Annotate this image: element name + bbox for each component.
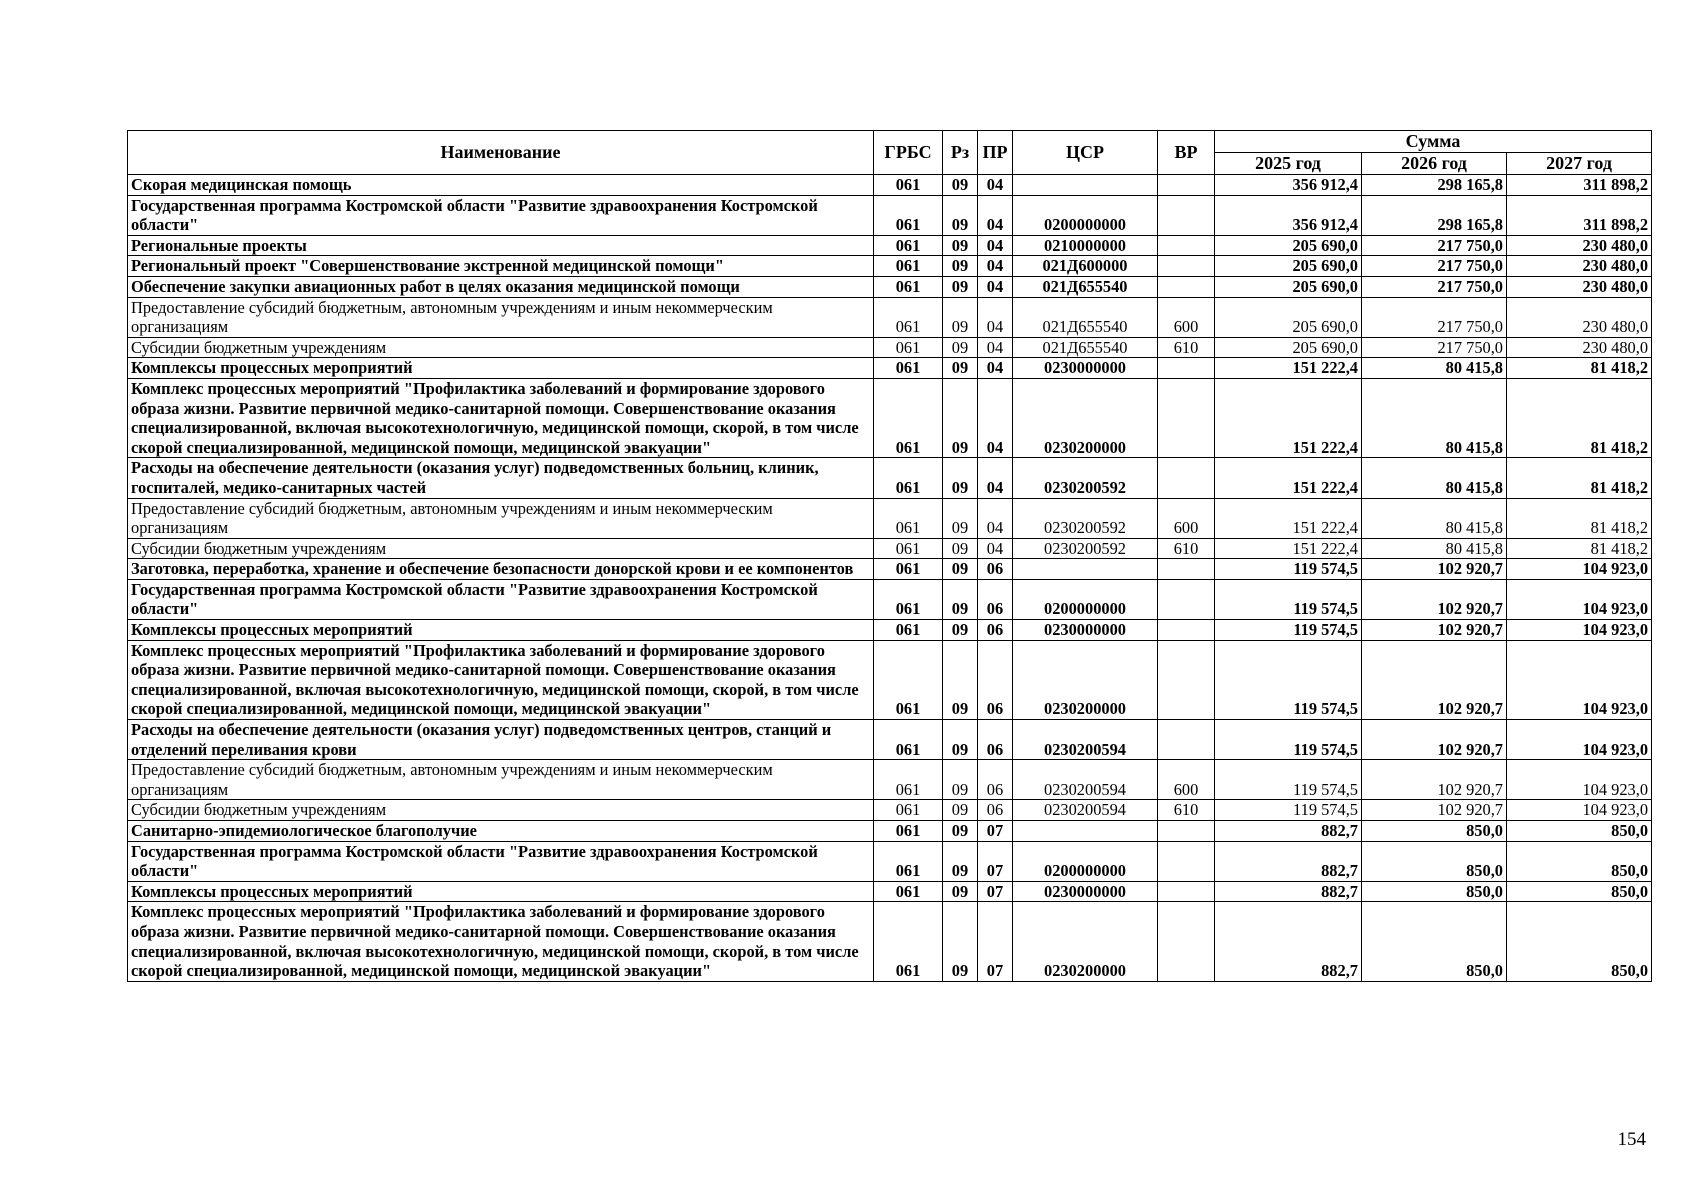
- cell-pr: 04: [978, 175, 1013, 196]
- table-row: [128, 620, 1652, 641]
- cell-grbs: 061: [874, 378, 943, 457]
- table-row: [128, 337, 1652, 358]
- header-name: Наименование: [128, 131, 874, 175]
- cell-grbs: 061: [874, 640, 943, 719]
- cell-name: Санитарно-эпидемиологическое благополучие: [128, 821, 874, 842]
- cell-csr: 0200000000: [1013, 195, 1158, 235]
- cell-vr: [1158, 640, 1215, 719]
- cell-vr: [1158, 195, 1215, 235]
- cell-sum-2026: 80 415,8: [1362, 378, 1507, 457]
- cell-sum-2025: 151 222,4: [1215, 358, 1362, 379]
- cell-csr: 0230200592: [1013, 498, 1158, 538]
- cell-pr: 04: [978, 538, 1013, 559]
- cell-pr: 07: [978, 881, 1013, 902]
- cell-sum-2025: 882,7: [1215, 841, 1362, 881]
- cell-csr: 0230200000: [1013, 640, 1158, 719]
- cell-rz: 09: [943, 720, 978, 760]
- table-row: [128, 821, 1652, 842]
- cell-grbs: 061: [874, 276, 943, 297]
- cell-rz: 09: [943, 256, 978, 277]
- cell-pr: 07: [978, 821, 1013, 842]
- table-row: [128, 760, 1652, 800]
- cell-sum-2025: 882,7: [1215, 881, 1362, 902]
- cell-vr: 610: [1158, 800, 1215, 821]
- cell-rz: 09: [943, 579, 978, 619]
- cell-csr: 0230200000: [1013, 902, 1158, 981]
- cell-csr: 0230200592: [1013, 458, 1158, 498]
- cell-rz: 09: [943, 458, 978, 498]
- cell-rz: 09: [943, 760, 978, 800]
- table-row: [128, 720, 1652, 760]
- cell-sum-2025: 205 690,0: [1215, 256, 1362, 277]
- cell-grbs: 061: [874, 821, 943, 842]
- cell-sum-2025: 205 690,0: [1215, 337, 1362, 358]
- cell-sum-2026: 102 920,7: [1362, 800, 1507, 821]
- cell-name: Субсидии бюджетным учреждениям: [128, 538, 874, 559]
- table-header: [128, 131, 1652, 175]
- cell-name: Комплекс процессных мероприятий "Профилактика заболеваний и формирование здорового образа жизни. Развитие первичной медико-санитарной помощи. Совершенствование оказания специализированной, включая высокотехнологичную, медицинской помощи, скорой, в том числе скорой специализированной, медицинской помощи, медицинской эвакуации": [128, 378, 874, 457]
- cell-pr: 06: [978, 579, 1013, 619]
- cell-sum-2025: 119 574,5: [1215, 559, 1362, 580]
- cell-sum-2026: 102 920,7: [1362, 760, 1507, 800]
- cell-name: Предоставление субсидий бюджетным, автономным учреждениям и иным некоммерческим организациям: [128, 498, 874, 538]
- cell-vr: [1158, 881, 1215, 902]
- cell-vr: [1158, 358, 1215, 379]
- cell-sum-2027: 311 898,2: [1507, 195, 1652, 235]
- cell-sum-2025: 151 222,4: [1215, 538, 1362, 559]
- cell-sum-2025: 119 574,5: [1215, 640, 1362, 719]
- table-row: [128, 498, 1652, 538]
- cell-csr: 0230000000: [1013, 620, 1158, 641]
- cell-sum-2025: 356 912,4: [1215, 175, 1362, 196]
- cell-vr: 600: [1158, 760, 1215, 800]
- cell-csr: [1013, 559, 1158, 580]
- header-year-2026: 2026 год: [1362, 153, 1507, 175]
- table-row: [128, 902, 1652, 981]
- cell-rz: 09: [943, 235, 978, 256]
- cell-vr: 600: [1158, 297, 1215, 337]
- cell-sum-2027: 104 923,0: [1507, 720, 1652, 760]
- cell-sum-2025: 205 690,0: [1215, 276, 1362, 297]
- cell-rz: 09: [943, 337, 978, 358]
- table-row: [128, 358, 1652, 379]
- table-row: [128, 559, 1652, 580]
- cell-grbs: 061: [874, 760, 943, 800]
- cell-grbs: 061: [874, 579, 943, 619]
- cell-sum-2027: 230 480,0: [1507, 256, 1652, 277]
- cell-rz: 09: [943, 195, 978, 235]
- header-year-2025: 2025 год: [1215, 153, 1362, 175]
- cell-sum-2025: 205 690,0: [1215, 297, 1362, 337]
- cell-pr: 06: [978, 559, 1013, 580]
- cell-vr: [1158, 579, 1215, 619]
- cell-sum-2027: 230 480,0: [1507, 235, 1652, 256]
- cell-vr: [1158, 559, 1215, 580]
- cell-sum-2027: 311 898,2: [1507, 175, 1652, 196]
- cell-sum-2025: 882,7: [1215, 902, 1362, 981]
- cell-rz: 09: [943, 498, 978, 538]
- cell-sum-2026: 298 165,8: [1362, 195, 1507, 235]
- cell-csr: 021Д655540: [1013, 337, 1158, 358]
- cell-sum-2027: 850,0: [1507, 841, 1652, 881]
- cell-csr: 0230200594: [1013, 720, 1158, 760]
- cell-sum-2027: 850,0: [1507, 881, 1652, 902]
- cell-name: Обеспечение закупки авиационных работ в целях оказания медицинской помощи: [128, 276, 874, 297]
- cell-grbs: 061: [874, 902, 943, 981]
- cell-rz: 09: [943, 800, 978, 821]
- header-vr: ВР: [1158, 131, 1215, 175]
- cell-sum-2025: 119 574,5: [1215, 620, 1362, 641]
- cell-grbs: 061: [874, 337, 943, 358]
- cell-grbs: 061: [874, 297, 943, 337]
- cell-sum-2026: 80 415,8: [1362, 458, 1507, 498]
- cell-grbs: 061: [874, 458, 943, 498]
- cell-vr: [1158, 841, 1215, 881]
- header-year-2027: 2027 год: [1507, 153, 1652, 175]
- cell-csr: [1013, 175, 1158, 196]
- header-pr: ПР: [978, 131, 1013, 175]
- cell-pr: 06: [978, 640, 1013, 719]
- cell-name: Комплексы процессных мероприятий: [128, 620, 874, 641]
- cell-sum-2025: 151 222,4: [1215, 458, 1362, 498]
- header-sum: Сумма: [1215, 131, 1652, 153]
- cell-rz: 09: [943, 821, 978, 842]
- cell-csr: 0230200592: [1013, 538, 1158, 559]
- table-row: [128, 579, 1652, 619]
- cell-vr: [1158, 821, 1215, 842]
- cell-vr: [1158, 235, 1215, 256]
- cell-sum-2026: 298 165,8: [1362, 175, 1507, 196]
- header-rz: Рз: [943, 131, 978, 175]
- cell-csr: 021Д655540: [1013, 276, 1158, 297]
- cell-rz: 09: [943, 378, 978, 457]
- cell-grbs: 061: [874, 559, 943, 580]
- cell-sum-2026: 102 920,7: [1362, 620, 1507, 641]
- cell-sum-2027: 230 480,0: [1507, 297, 1652, 337]
- table-body: [128, 175, 1652, 982]
- cell-name: Предоставление субсидий бюджетным, автономным учреждениям и иным некоммерческим организациям: [128, 760, 874, 800]
- cell-csr: 0230000000: [1013, 881, 1158, 902]
- cell-vr: [1158, 378, 1215, 457]
- table-row: [128, 378, 1652, 457]
- cell-pr: 06: [978, 760, 1013, 800]
- cell-rz: 09: [943, 175, 978, 196]
- cell-name: Комплекс процессных мероприятий "Профилактика заболеваний и формирование здорового образа жизни. Развитие первичной медико-санитарной помощи. Совершенствование оказания специализированной, включая высокотехнологичную, медицинской помощи, скорой, в том числе скорой специализированной, медицинской помощи, медицинской эвакуации": [128, 902, 874, 981]
- cell-csr: 0200000000: [1013, 841, 1158, 881]
- cell-csr: 0230200594: [1013, 800, 1158, 821]
- cell-grbs: 061: [874, 235, 943, 256]
- cell-pr: 06: [978, 720, 1013, 760]
- table-row: [128, 175, 1652, 196]
- cell-pr: 04: [978, 378, 1013, 457]
- cell-rz: 09: [943, 358, 978, 379]
- cell-sum-2027: 850,0: [1507, 821, 1652, 842]
- cell-sum-2026: 850,0: [1362, 902, 1507, 981]
- cell-pr: 06: [978, 800, 1013, 821]
- cell-vr: 600: [1158, 498, 1215, 538]
- cell-sum-2027: 104 923,0: [1507, 559, 1652, 580]
- cell-csr: [1013, 821, 1158, 842]
- cell-sum-2026: 102 920,7: [1362, 720, 1507, 760]
- cell-rz: 09: [943, 538, 978, 559]
- cell-csr: 0230200000: [1013, 378, 1158, 457]
- cell-sum-2026: 217 750,0: [1362, 235, 1507, 256]
- cell-pr: 04: [978, 498, 1013, 538]
- table-row: [128, 256, 1652, 277]
- cell-pr: 04: [978, 337, 1013, 358]
- cell-pr: 04: [978, 256, 1013, 277]
- cell-name: Заготовка, переработка, хранение и обеспечение безопасности донорской крови и ее компонентов: [128, 559, 874, 580]
- budget-document-page: [127, 130, 1649, 982]
- cell-sum-2025: 151 222,4: [1215, 378, 1362, 457]
- header-csr: ЦСР: [1013, 131, 1158, 175]
- cell-sum-2025: 119 574,5: [1215, 579, 1362, 619]
- cell-sum-2027: 104 923,0: [1507, 760, 1652, 800]
- cell-sum-2025: 119 574,5: [1215, 720, 1362, 760]
- cell-csr: 021Д600000: [1013, 256, 1158, 277]
- cell-sum-2027: 230 480,0: [1507, 276, 1652, 297]
- table-row: [128, 235, 1652, 256]
- table-row: [128, 640, 1652, 719]
- cell-name: Государственная программа Костромской области "Развитие здравоохранения Костромской области": [128, 579, 874, 619]
- cell-name: Расходы на обеспечение деятельности (оказания услуг) подведомственных больниц, клиник, госпиталей, медико-санитарных частей: [128, 458, 874, 498]
- cell-rz: 09: [943, 559, 978, 580]
- cell-csr: 0230000000: [1013, 358, 1158, 379]
- cell-sum-2027: 81 418,2: [1507, 378, 1652, 457]
- cell-name: Комплексы процессных мероприятий: [128, 358, 874, 379]
- cell-sum-2027: 81 418,2: [1507, 538, 1652, 559]
- cell-sum-2026: 850,0: [1362, 881, 1507, 902]
- table-row: [128, 297, 1652, 337]
- page-number: 154: [1617, 1129, 1646, 1150]
- cell-grbs: 061: [874, 538, 943, 559]
- cell-grbs: 061: [874, 800, 943, 821]
- cell-sum-2025: 882,7: [1215, 821, 1362, 842]
- table-row: [128, 195, 1652, 235]
- cell-sum-2026: 850,0: [1362, 841, 1507, 881]
- cell-rz: 09: [943, 841, 978, 881]
- cell-name: Расходы на обеспечение деятельности (оказания услуг) подведомственных центров, станций и отделений переливания крови: [128, 720, 874, 760]
- table-row: [128, 841, 1652, 881]
- cell-csr: 0210000000: [1013, 235, 1158, 256]
- cell-sum-2026: 102 920,7: [1362, 579, 1507, 619]
- table-row: [128, 458, 1652, 498]
- cell-sum-2027: 104 923,0: [1507, 579, 1652, 619]
- cell-name: Региональные проекты: [128, 235, 874, 256]
- cell-pr: 04: [978, 195, 1013, 235]
- cell-sum-2025: 119 574,5: [1215, 800, 1362, 821]
- cell-pr: 04: [978, 297, 1013, 337]
- header-grbs: ГРБС: [874, 131, 943, 175]
- cell-vr: [1158, 902, 1215, 981]
- cell-pr: 04: [978, 458, 1013, 498]
- cell-name: Предоставление субсидий бюджетным, автономным учреждениям и иным некоммерческим организациям: [128, 297, 874, 337]
- cell-rz: 09: [943, 620, 978, 641]
- cell-grbs: 061: [874, 841, 943, 881]
- cell-grbs: 061: [874, 881, 943, 902]
- table-row: [128, 276, 1652, 297]
- cell-sum-2027: 81 418,2: [1507, 458, 1652, 498]
- cell-vr: 610: [1158, 538, 1215, 559]
- cell-pr: 04: [978, 358, 1013, 379]
- cell-vr: 610: [1158, 337, 1215, 358]
- cell-sum-2026: 850,0: [1362, 821, 1507, 842]
- cell-grbs: 061: [874, 720, 943, 760]
- cell-pr: 04: [978, 276, 1013, 297]
- cell-grbs: 061: [874, 175, 943, 196]
- cell-sum-2026: 217 750,0: [1362, 276, 1507, 297]
- cell-csr: 021Д655540: [1013, 297, 1158, 337]
- cell-grbs: 061: [874, 358, 943, 379]
- cell-sum-2026: 217 750,0: [1362, 256, 1507, 277]
- cell-name: Государственная программа Костромской области "Развитие здравоохранения Костромской области": [128, 195, 874, 235]
- cell-sum-2026: 80 415,8: [1362, 358, 1507, 379]
- cell-vr: [1158, 276, 1215, 297]
- cell-sum-2027: 104 923,0: [1507, 800, 1652, 821]
- cell-sum-2025: 119 574,5: [1215, 760, 1362, 800]
- cell-sum-2027: 104 923,0: [1507, 640, 1652, 719]
- cell-sum-2027: 230 480,0: [1507, 337, 1652, 358]
- cell-name: Государственная программа Костромской области "Развитие здравоохранения Костромской области": [128, 841, 874, 881]
- cell-csr: 0230200594: [1013, 760, 1158, 800]
- table-row: [128, 881, 1652, 902]
- budget-table: [127, 130, 1652, 982]
- cell-sum-2026: 80 415,8: [1362, 498, 1507, 538]
- cell-vr: [1158, 256, 1215, 277]
- cell-rz: 09: [943, 640, 978, 719]
- cell-grbs: 061: [874, 195, 943, 235]
- cell-pr: 07: [978, 902, 1013, 981]
- cell-grbs: 061: [874, 256, 943, 277]
- cell-csr: 0200000000: [1013, 579, 1158, 619]
- cell-sum-2026: 80 415,8: [1362, 538, 1507, 559]
- cell-rz: 09: [943, 881, 978, 902]
- cell-rz: 09: [943, 902, 978, 981]
- cell-sum-2027: 81 418,2: [1507, 358, 1652, 379]
- cell-vr: [1158, 175, 1215, 196]
- cell-vr: [1158, 620, 1215, 641]
- table-row: [128, 800, 1652, 821]
- cell-pr: 06: [978, 620, 1013, 641]
- cell-name: Скорая медицинская помощь: [128, 175, 874, 196]
- cell-name: Комплексы процессных мероприятий: [128, 881, 874, 902]
- cell-sum-2026: 217 750,0: [1362, 297, 1507, 337]
- cell-pr: 07: [978, 841, 1013, 881]
- cell-sum-2026: 217 750,0: [1362, 337, 1507, 358]
- cell-name: Региональный проект "Совершенствование экстренной медицинской помощи": [128, 256, 874, 277]
- cell-sum-2025: 205 690,0: [1215, 235, 1362, 256]
- cell-sum-2025: 356 912,4: [1215, 195, 1362, 235]
- cell-rz: 09: [943, 276, 978, 297]
- cell-sum-2026: 102 920,7: [1362, 559, 1507, 580]
- cell-name: Субсидии бюджетным учреждениям: [128, 800, 874, 821]
- cell-sum-2027: 104 923,0: [1507, 620, 1652, 641]
- cell-vr: [1158, 720, 1215, 760]
- cell-name: Субсидии бюджетным учреждениям: [128, 337, 874, 358]
- cell-vr: [1158, 458, 1215, 498]
- cell-sum-2026: 102 920,7: [1362, 640, 1507, 719]
- cell-grbs: 061: [874, 498, 943, 538]
- cell-sum-2025: 151 222,4: [1215, 498, 1362, 538]
- cell-sum-2027: 81 418,2: [1507, 498, 1652, 538]
- cell-pr: 04: [978, 235, 1013, 256]
- cell-rz: 09: [943, 297, 978, 337]
- table-row: [128, 538, 1652, 559]
- cell-sum-2027: 850,0: [1507, 902, 1652, 981]
- cell-name: Комплекс процессных мероприятий "Профилактика заболеваний и формирование здорового образа жизни. Развитие первичной медико-санитарной помощи. Совершенствование оказания специализированной, включая высокотехнологичную, медицинской помощи, скорой, в том числе скорой специализированной, медицинской помощи, медицинской эвакуации": [128, 640, 874, 719]
- cell-grbs: 061: [874, 620, 943, 641]
